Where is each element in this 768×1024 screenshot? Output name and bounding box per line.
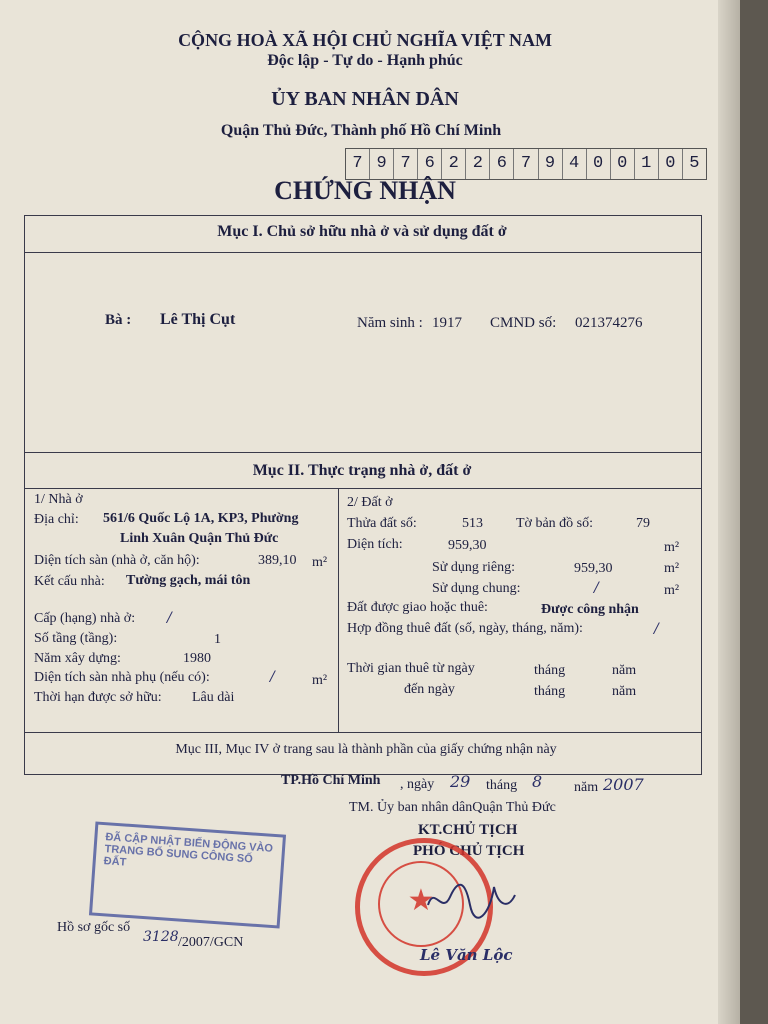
district-title: Quận Thủ Đức, Thành phố Hồ Chí Minh: [220, 122, 502, 139]
serial-digit: 6: [417, 149, 441, 179]
divider: [24, 252, 702, 253]
serial-digit: 7: [393, 149, 417, 179]
serial-digit: 9: [538, 149, 562, 179]
serial-digit: 9: [369, 149, 393, 179]
allocation-value: Được công nhận: [541, 602, 639, 617]
serial-digit: 4: [562, 149, 586, 179]
issue-day: 29: [450, 772, 471, 791]
id-number: 021374276: [575, 315, 643, 331]
map-sheet-value: 79: [636, 516, 650, 531]
floor-area-value: 389,10: [258, 553, 297, 568]
owner-name: Lê Thị Cụt: [160, 311, 236, 328]
floors-label: Số tầng (tầng):: [34, 631, 118, 646]
term-value: Lâu dài: [192, 690, 235, 705]
birth-year: 1917: [432, 315, 462, 331]
year-label: năm: [574, 780, 599, 795]
parcel-value: 513: [462, 516, 483, 531]
address-line1: 561/6 Quốc Lộ 1A, KP3, Phường: [103, 511, 299, 526]
lease-to-month: tháng: [534, 684, 566, 699]
lease-to-label: đến ngày: [404, 682, 455, 697]
signer-name: Lê Văn Lộc: [420, 946, 513, 964]
certificate-title: CHỨNG NHẬN: [274, 176, 456, 205]
on-behalf-line: TM. Ủy ban nhân dânQuận Thủ Đức: [349, 800, 556, 815]
owner-honorific: Bà :: [105, 312, 132, 328]
floor-area-label: Diện tích sàn (nhà ở, căn hộ):: [34, 553, 200, 568]
nation-title: CỘNG HOÀ XÃ HỘI CHỦ NGHĨA VIỆT NAM: [178, 30, 552, 50]
continuation-note: Mục III, Mục IV ở trang sau là thành phần của giấy chứng nhận này: [175, 742, 557, 757]
issue-month: 8: [532, 772, 543, 791]
issue-place: TP.Hồ Chí Minh: [281, 773, 381, 788]
serial-digit: 2: [441, 149, 465, 179]
divider: [24, 488, 702, 489]
file-number: 3128: [143, 929, 179, 945]
divider: [24, 452, 702, 453]
aux-area-label: Diện tích sàn nhà phụ (nếu có):: [34, 670, 210, 685]
serial-digit: 0: [610, 149, 634, 179]
motto: Độc lập - Tự do - Hạnh phúc: [267, 52, 463, 69]
unit-m2: m²: [312, 673, 328, 688]
serial-digit: 2: [465, 149, 489, 179]
unit-m2: m²: [664, 583, 680, 598]
lease-from-month: tháng: [534, 663, 566, 678]
address-line2: Linh Xuân Quận Thủ Đức: [120, 531, 279, 546]
section2-heading: Mục II. Thực trạng nhà ở, đất ở: [252, 462, 472, 479]
vice-chair-title: PHÓ CHỦ TỊCH: [413, 843, 525, 859]
birth-year-label: Năm sinh :: [357, 315, 423, 331]
official-seal-icon: ★: [355, 838, 493, 976]
serial-digit: 7: [513, 149, 537, 179]
serial-digit: 0: [658, 149, 682, 179]
year-built-label: Năm xây dựng:: [34, 651, 121, 666]
unit-m2: m²: [312, 555, 328, 570]
id-label: CMND số:: [490, 315, 557, 331]
shared-use-label: Sử dụng chung:: [432, 581, 521, 596]
serial-digit: 0: [586, 149, 610, 179]
parcel-label: Thửa đất số:: [347, 516, 417, 531]
land-area-value: 959,30: [448, 538, 487, 553]
issue-year: 2007: [603, 775, 644, 794]
unit-m2: m²: [664, 561, 680, 576]
shared-use-value: /: [594, 580, 599, 596]
page-shadow: [740, 0, 768, 1024]
lease-to-year: năm: [612, 684, 637, 699]
lease-from-label: Thời gian thuê từ ngày: [347, 661, 475, 676]
grade-label: Cấp (hạng) nhà ở:: [34, 611, 136, 626]
month-label: tháng: [486, 778, 518, 793]
private-use-label: Sử dụng riêng:: [432, 560, 516, 575]
house-title: 1/ Nhà ở: [34, 492, 83, 507]
file-number-suffix: /2007/GCN: [178, 935, 244, 950]
unit-m2: m²: [664, 540, 680, 555]
private-use-value: 959,30: [574, 561, 613, 576]
land-area-label: Diện tích:: [347, 537, 403, 552]
year-built-value: 1980: [183, 651, 211, 666]
grade-value: /: [167, 610, 172, 626]
lease-contract-label: Hợp đồng thuê đất (số, ngày, tháng, năm):: [347, 621, 583, 636]
structure-label: Kết cấu nhà:: [34, 574, 105, 589]
floors-value: 1: [214, 632, 221, 647]
serial-digit: 6: [489, 149, 513, 179]
stamp-text: ĐÃ CẬP NHẬT BIẾN ĐỘNG VÀO TRANG BỔ SUNG CÔNG SỐ ĐẤT: [103, 831, 274, 869]
divider: [24, 732, 702, 733]
term-label: Thời hạn được sở hữu:: [34, 690, 162, 705]
structure-value: Tường gạch, mái tôn: [126, 573, 251, 588]
update-stamp: [89, 821, 286, 928]
land-title: 2/ Đất ở: [347, 495, 393, 510]
day-label: , ngày: [400, 777, 435, 792]
agency-title: ỦY BAN NHÂN DÂN: [271, 88, 459, 110]
lease-from-year: năm: [612, 663, 637, 678]
sign-for-title: KT.CHỦ TỊCH: [418, 822, 518, 838]
file-number-label: Hồ sơ gốc số: [57, 920, 131, 935]
section1-heading: Mục I. Chủ sở hữu nhà ở và sử dụng đất ở: [217, 223, 507, 240]
address-label: Địa chỉ:: [34, 512, 79, 527]
aux-area-value: /: [270, 669, 275, 685]
column-divider: [338, 488, 339, 732]
serial-digit: 7: [352, 154, 363, 173]
serial-digit: 1: [634, 149, 658, 179]
map-sheet-label: Tờ bản đồ số:: [516, 516, 594, 531]
allocation-label: Đất được giao hoặc thuê:: [347, 600, 488, 615]
signature-icon: [420, 875, 520, 925]
lease-contract-value: /: [654, 621, 659, 637]
serial-digit: 5: [682, 149, 706, 179]
